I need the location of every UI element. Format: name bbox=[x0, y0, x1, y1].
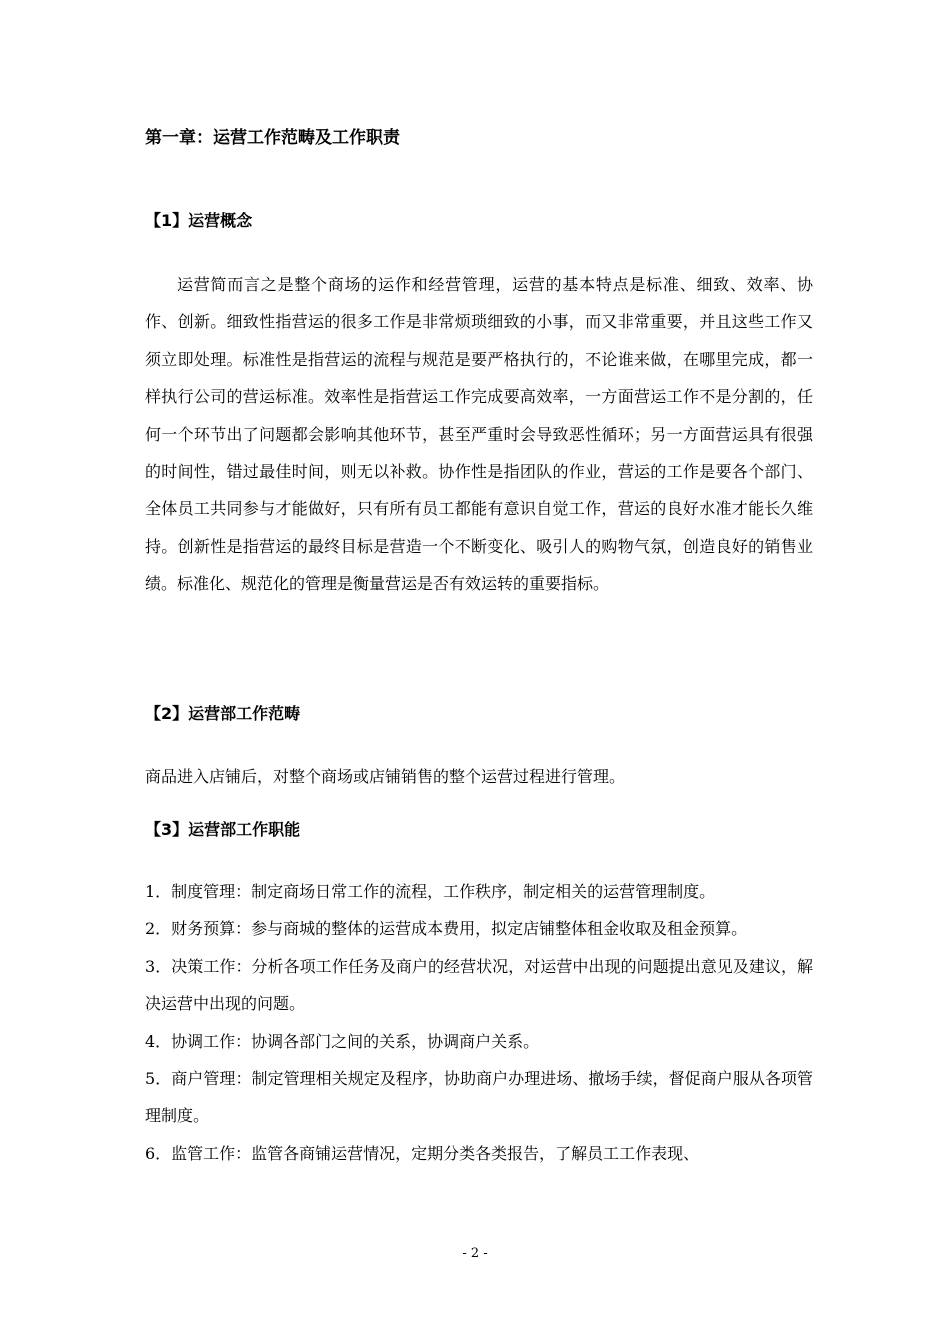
list-item: 4．协调工作：协调各部门之间的关系，协调商户关系。 bbox=[145, 1031, 540, 1051]
list-item: 5．商户管理：制定管理相关规定及程序，协助商户办理进场、撤场手续，督促商户服从各项管理制度。 bbox=[145, 1069, 813, 1126]
section-heading-concept: 【1】运营概念 bbox=[145, 211, 253, 230]
section-body-concept: 运营简而言之是整个商场的运作和经营管理，运营的基本特点是标准、细致、效率、协作、创新。细致性指营运的很多工作是非常烦琐细致的小事，而又非常重要，并且这些工作又须立即处理。标准性是指营运的流程与规范是要严格执行的，不论谁来做，在哪里完成，都一样执行公司的营运标准。效率性是指营运工作完成要高效率，一方面营运工作不是分割的，任何一个环节出了问题都会影响其他环节，甚至严重时会导致恶性循环；另一方面营运具有很强的时间性，错过最佳时间，则无以补救。协作性是指团队的作业，营运的工作是要各个部门、全体员工共同参与才能做好，只有所有员工都能有意识自觉工作，营运的良好水准才能长久维持。创新性是指营运的最终目标是营造一个不断变化、吸引人的购物气氛，创造良好的销售业绩。标准化、规范化的管理是衡量营运是否有效运转的重要指标。 bbox=[145, 275, 813, 594]
list-item: 6．监管工作：监管各商铺运营情况，定期分类各类报告，了解员工工作表现、 bbox=[145, 1143, 700, 1163]
page-number: - 2 - bbox=[462, 1246, 488, 1261]
list-item: 1．制度管理：制定商场日常工作的流程，工作秩序，制定相关的运营管理制度。 bbox=[145, 882, 716, 901]
section-heading-functions: 【3】运营部工作职能 bbox=[145, 820, 301, 839]
functions-list bbox=[145, 873, 813, 1172]
list-item: 3．决策工作：分析各项工作任务及商户的经营状况，对运营中出现的问题提出意见及建议，解决运营中出现的问题。 bbox=[145, 956, 813, 1014]
chapter-title: 第一章：运营工作范畴及工作职责 bbox=[145, 128, 400, 148]
section-heading-scope: 【2】运营部工作范畴 bbox=[145, 704, 301, 723]
section-body-scope: 商品进入店铺后，对整个商场或店铺销售的整个运营过程进行管理。 bbox=[145, 767, 626, 786]
list-item: 2．财务预算：参与商城的整体的运营成本费用，拟定店铺整体租金收取及租金预算。 bbox=[145, 919, 748, 939]
